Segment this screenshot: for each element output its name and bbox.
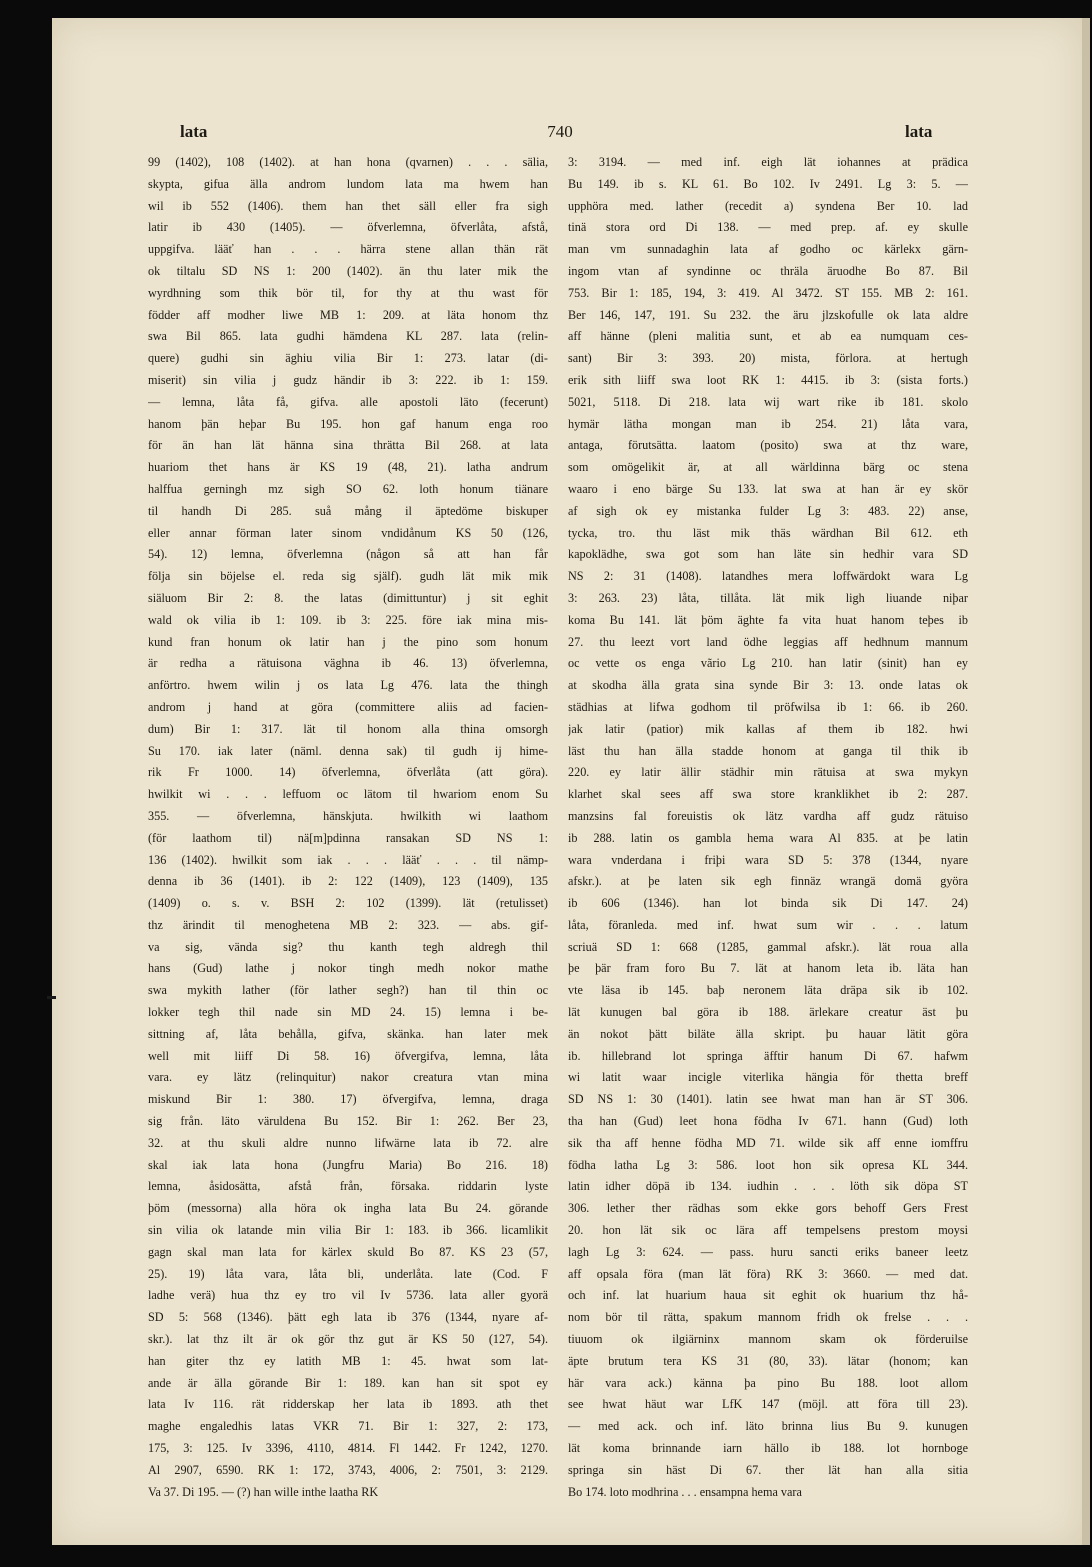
text-line: þöm (messorna) alla höra ok ingha lata Bu 24. görande: [148, 1201, 548, 1216]
text-line: 27. thu leezt vort land ödhe leggias aff hedhnum mannum: [568, 634, 968, 649]
text-line: swa Bil 865. lata gudhi hämdena KL 287. lata (relin-: [148, 329, 548, 344]
right-text-column: [568, 152, 968, 1503]
text-line: som omögelikit är, at all wärldinna bärg oc stena: [568, 460, 968, 475]
text-line: springa sin häst Di 67. ther lät han alla sitia: [568, 1462, 968, 1477]
text-line: well mit liiff Di 58. 16) öfvergifva, lemna, låta: [148, 1048, 548, 1063]
text-line: skal iak lata hona (Jungfru Maria) Bo 216. 18): [148, 1157, 548, 1172]
text-line: skypta, gifua älla androm lundom lata ma hwem han: [148, 176, 548, 191]
text-line: för än han lät hänna sina thrätta Bil 268. at lata: [148, 438, 548, 453]
text-line: lemna, åsidosätta, afstå från, försaka. riddarin lyste: [148, 1179, 548, 1194]
text-line: 306. lether ther rädhas som ekke gors behoff Gers Frest: [568, 1201, 968, 1216]
text-line: 355. — öfverlemna, hänskjuta. hwilkith wi laathom: [148, 808, 548, 823]
text-line: antaga, förutsätta. laatom (posito) swa at thz ware,: [568, 438, 968, 453]
text-line: sig från. läto väruldena Bu 152. Bir 1: 262. Ber 23,: [148, 1114, 548, 1129]
text-line: ande är älla görande Bir 1: 189. kan han sit spot ey: [148, 1375, 548, 1390]
text-line: ib 288. latin os gambla hema wara Al 835. at þe latin: [568, 830, 968, 845]
text-line: tha han (Gud) leet hona födha Iv 671. hann (Gud) loth: [568, 1114, 968, 1129]
text-line: följa sin böjelse el. reda sig själf). gudh lät mik mik: [148, 569, 548, 584]
text-line: rik Fr 1000. 14) öfverlemna, öfverlåta (att göra).: [148, 765, 548, 780]
text-line: erik sith liiff swa loot RK 1: 4415. ib 3: (sista forts.): [568, 372, 968, 387]
text-line: tycka, tro. thu läst mik thäs wärdhan Bil 612. eth: [568, 525, 968, 540]
text-line: 99 (1402), 108 (1402). at han hona (qvarnen) . . . sälia,: [148, 155, 548, 169]
text-line: (för laathom til) nä[m]pdinna ransakan SD NS 1:: [148, 830, 548, 845]
text-line: aff hänne (pleni malitia sunt, et ab ea numquam ces-: [568, 329, 968, 344]
text-line: wald ok vilia ib 1: 109. ib 3: 225. före iak mina mis-: [148, 612, 548, 627]
text-line: hwilkit wi . . . leffuom oc lätom til hwariom enom Su: [148, 787, 548, 802]
text-line: kund fran honum ok latir han j the pino som honum: [148, 634, 548, 649]
text-line: uppgifva. lääť han . . . härra stene allan thän rät: [148, 242, 548, 257]
text-line: vte läsa ib 145. baþ neronem läta dräpa sik ib 102.: [568, 983, 968, 998]
text-line: sik tha aff henne födha MD 71. wilde sik aff enne iomffru: [568, 1135, 968, 1150]
text-line: 136 (1402). hwilkit som iak . . . lääť . . . til nämp-: [148, 852, 548, 867]
text-line: manzsins fal foreuistis ok lätz vardha aff gudz rätuiso: [568, 808, 968, 823]
text-line: Ber 146, 147, 191. Su 232. the äru jlzskofulle ok lata aldre: [568, 307, 968, 322]
text-line: 20. hon lät sik oc lära aff tempelsens prestom moysi: [568, 1223, 968, 1238]
text-line: thz ärindit til menoghetena MB 2: 323. — abs. gif-: [148, 917, 548, 932]
text-line: lät kunugen bal göra ib 188. ärlekare creatur äst þu: [568, 1005, 968, 1020]
text-line: Bo 174. loto modhrina . . . ensampna hema vara: [568, 1484, 802, 1499]
text-line: hans (Gud) lathe j nokor tingh medh nokor mathe: [148, 961, 548, 976]
text-line: och inf. lat huarium haua sit eghit ok huarium thz hå-: [568, 1288, 968, 1303]
text-line: afskr.). at þe laten sik egh finnäz wrangä domä györa: [568, 874, 968, 889]
text-line: födha latha Lg 3: 586. loot hon sik opresa KL 344.: [568, 1157, 968, 1172]
text-line: städhias at lifwa godhom til pröfwilsa ib 1: 66. ib 260.: [568, 699, 968, 714]
text-line: låta, föranleda. med inf. hwat sum wir . . . latum: [568, 917, 968, 932]
text-line: see hwat häut war LfK 147 (möjl. att föra till 23).: [568, 1397, 968, 1412]
text-line: — lemna, låta få, gifva. alle apostoli läto (fecerunt): [148, 394, 548, 409]
text-line: miskund Bir 1: 380. 17) öfvergifva, lemna, draga: [148, 1092, 548, 1107]
running-head-right: lata: [905, 122, 933, 141]
text-line: siäluom Bir 2: 8. the latas (dimittuntur) j sit eghit: [148, 590, 548, 605]
text-line: läst thu han älla stadde honom at ganga til thik ib: [568, 743, 968, 758]
text-line: ib 606 (1346). han lot binda sik Di 147. 24): [568, 896, 968, 911]
text-line: man vm sunnadaghin lata af godho oc kärlekx gärn-: [568, 242, 968, 257]
text-line: dum) Bir 1: 317. lät til honom alla thina omsorgh: [148, 721, 548, 736]
text-line: äpte brutum tera KS 31 (80, 33). lätar (honom; kan: [568, 1353, 968, 1368]
text-line: va sig, vända sig? thu kanth tegh aldregh thil: [148, 939, 548, 954]
text-line: ib. hillebrand lot springa äfftir hanum Di 67. hafwm: [568, 1048, 968, 1063]
text-line: anförtro. hwem wilin j os lata Lg 476. lata the thingh: [148, 678, 548, 693]
text-line: SD 5: 568 (1346). þätt egh lata ib 376 (1344, nyare af-: [148, 1310, 548, 1325]
left-text-column: [148, 152, 548, 1503]
text-line: miserit) sin vilia j gudz händir ib 3: 222. ib 1: 159.: [148, 372, 548, 387]
text-line: lokker tegh thil nade sin MD 24. 15) lemna i be-: [148, 1005, 548, 1020]
text-line: klarhet skal sees aff swa store kranklikhet ib 2: 287.: [568, 787, 968, 802]
text-line: til handh Di 285. suå mång il äptedöme biskuper: [148, 503, 548, 518]
text-line: wyrdhning som thik bör til, for thy at thu wast för: [148, 285, 548, 300]
text-line: 3: 263. 23) låta, tillåta. lät mik ligh liuande niþar: [568, 590, 968, 605]
text-line: 5021, 5118. Di 218. lata wij wart rike ib 181. skolo: [568, 394, 968, 409]
text-line: wi latit waar incigle viterlika hängia för thetta breff: [568, 1070, 968, 1085]
text-line: þe þär fram foro Bu 7. lät at hanom leta ib. läta han: [568, 961, 968, 976]
text-line: hymär lätha mongan man ib 254. 21) låta vara,: [568, 416, 968, 431]
text-line: NS 2: 31 (1408). latandhes mera loffwärdokt wara Lg: [568, 569, 968, 584]
margin-mark: [47, 996, 56, 999]
text-line: sin vilia ok latande min vilia Bir 1: 183. ib 366. licamlikit: [148, 1223, 548, 1238]
text-line: 3: 3194. — med inf. eigh lät iohannes at prädica: [568, 155, 968, 169]
text-line: swa mykith lather (för lather segh?) han til thin oc: [148, 983, 548, 998]
text-line: nom bör til rätta, spakum mannom fridh ok frelse . . .: [568, 1310, 968, 1325]
text-line: Al 2907, 6590. RK 1: 172, 3743, 4006, 2: 7501, 3: 2129.: [148, 1462, 548, 1477]
text-line: at skodha älla grata sina synde Bir 3: 13. onde latas ok: [568, 678, 968, 693]
text-line: tinä stora ord Di 138. — med prep. af. ey skulle: [568, 220, 968, 235]
text-line: kapoklädhe, swa got som han läte sin hedhir vara SD: [568, 547, 968, 562]
text-line: lagh Lg 3: 624. — pass. huru sancti eriks baneer leetz: [568, 1244, 968, 1259]
text-line: quere) gudhi sin äghiu vilia Bir 1: 273. latar (di-: [148, 351, 548, 366]
text-line: maghe engaledhis latas VKR 71. Bir 1: 327, 2: 173,: [148, 1419, 548, 1434]
text-line: än nokot þätt biläte älla skript. þu hauar lätit göra: [568, 1026, 968, 1041]
text-line: aff opsala föra (man lät föra) RK 3: 3660. — med dat.: [568, 1266, 968, 1281]
text-line: jak latir (patior) mik kallas af them ib 182. hwi: [568, 721, 968, 736]
text-line: sittning af, låta behålla, gifva, skänka. han later mek: [148, 1026, 548, 1041]
text-line: hanom þän heþar Bu 195. hon gaf hanum enga roo: [148, 416, 548, 431]
text-line: 175, 3: 125. Iv 3396, 4110, 4814. Fl 1442. Fr 1242, 1270.: [148, 1441, 548, 1456]
text-line: scriuä SD 1: 668 (1285, gammal afskr.). lät roua alla: [568, 939, 968, 954]
text-line: af sigh ok ey mistanka fulder Lg 3: 483. 22) anse,: [568, 503, 968, 518]
text-line: här vara ack.) känna þa pino Bu 188. loot allom: [568, 1375, 968, 1390]
text-line: Su 170. iak later (näml. denna sak) til gudh ij hime-: [148, 743, 548, 758]
page-edge-strip: [1082, 18, 1090, 1545]
text-line: 753. Bir 1: 185, 194, 3: 419. Al 3472. ST 155. MB 2: 161.: [568, 285, 968, 300]
text-line: Va 37. Di 195. — (?) han wille inthe laatha RK: [148, 1484, 379, 1499]
text-line: 25). 19) låta vara, låta bli, underlåta. late (Cod. F: [148, 1266, 548, 1281]
running-head-left: lata: [180, 122, 208, 141]
text-line: androm j hand at göra (committere aliis ad facien-: [148, 699, 548, 714]
text-line: 220. ey latir ällir städhir min rätuisa at swa mykyn: [568, 765, 968, 780]
text-line: 54). 12) lemna, öfverlemna (någon så att han får: [148, 547, 548, 562]
text-line: koma Bu 141. lät þöm äghte fa vita huat hanom teþes ib: [568, 612, 968, 627]
text-line: wara vnderdana i friþi wara SD 5: 378 (1344, nyare: [568, 852, 968, 867]
text-line: waaro i eno bärge Su 133. lat swa at han är ey skör: [568, 481, 968, 496]
text-line: 32. at thu skuli aldre nunno lifwärne lata ib 72. alre: [148, 1135, 548, 1150]
text-line: är redha a rätuisona väghna ib 46. 13) öfverlemna,: [148, 656, 548, 671]
text-line: eller annar förman later sinom vndidånum KS 50 (126,: [148, 525, 548, 540]
text-line: lät koma brinnande iarn hällo ib 188. lot hornboge: [568, 1441, 968, 1456]
text-line: sant) Bir 3: 393. 20) mista, förlora. at hertugh: [568, 351, 968, 366]
text-line: SD NS 1: 30 (1401). latin see hwat man han är ST 306.: [568, 1092, 968, 1107]
text-line: skr.). lat thz ilt är ok gör thz gut är KS 50 (127, 54).: [148, 1332, 548, 1347]
text-line: vara. ey lätz (relinquitur) nakor creatura vtan mina: [148, 1070, 548, 1085]
text-line: födder aff modher liwe MB 1: 209. at läta honom thz: [148, 307, 548, 322]
text-line: tiuuom ok ilgiärninx mannom skam ok förderuilse: [568, 1332, 968, 1347]
text-line: wil ib 552 (1406). them han thet säll eller fra sigh: [148, 198, 548, 213]
text-line: oc vette os enga vãrio Lg 210. han latir (sinit) han ey: [568, 656, 968, 671]
page-number: 740: [547, 122, 573, 141]
text-line: denna ib 36 (1401). ib 2: 122 (1409), 123 (1409), 135: [148, 874, 548, 889]
text-line: halffua gerningh mz sigh SO 62. loth honum tiänare: [148, 481, 548, 496]
text-line: lata Iv 116. rät ridderskap her lata ib 1893. ath thet: [148, 1397, 548, 1412]
text-line: latin idher döpä ib 134. iudhin . . . löth sik döpa ST: [568, 1179, 968, 1194]
text-line: Bu 149. ib s. KL 61. Bo 102. Iv 2491. Lg 3: 5. —: [568, 176, 968, 191]
text-line: (1409) o. s. v. BSH 2: 102 (1399). lät (retulisset): [148, 896, 548, 911]
text-line: ladhe verä) hua thz ey tro vil Iv 5736. lata aller gyorä: [148, 1288, 548, 1303]
text-line: ok tiltalu SD NS 1: 200 (1402). än thu later mik the: [148, 263, 548, 278]
text-line: gagn skal man lata for kärlex skuld Bo 87. KS 23 (57,: [148, 1244, 548, 1259]
text-line: huariom thet hans är KS 19 (48, 21). latha andrum: [148, 460, 548, 475]
text-line: han giter thz ey latith MB 1: 45. hwat som lat-: [148, 1353, 548, 1368]
text-line: — med ack. och inf. läto brinna lius Bu 9. kunugen: [568, 1419, 968, 1434]
text-line: upphöra med. lather (recedit a) syndena Ber 10. lad: [568, 198, 968, 213]
text-line: latir ib 430 (1405). — öfverlemna, öfverlåta, afstå,: [148, 220, 548, 235]
text-line: ingom vtan af syndinne oc thräla äruodhe Bo 87. Bil: [568, 263, 968, 278]
